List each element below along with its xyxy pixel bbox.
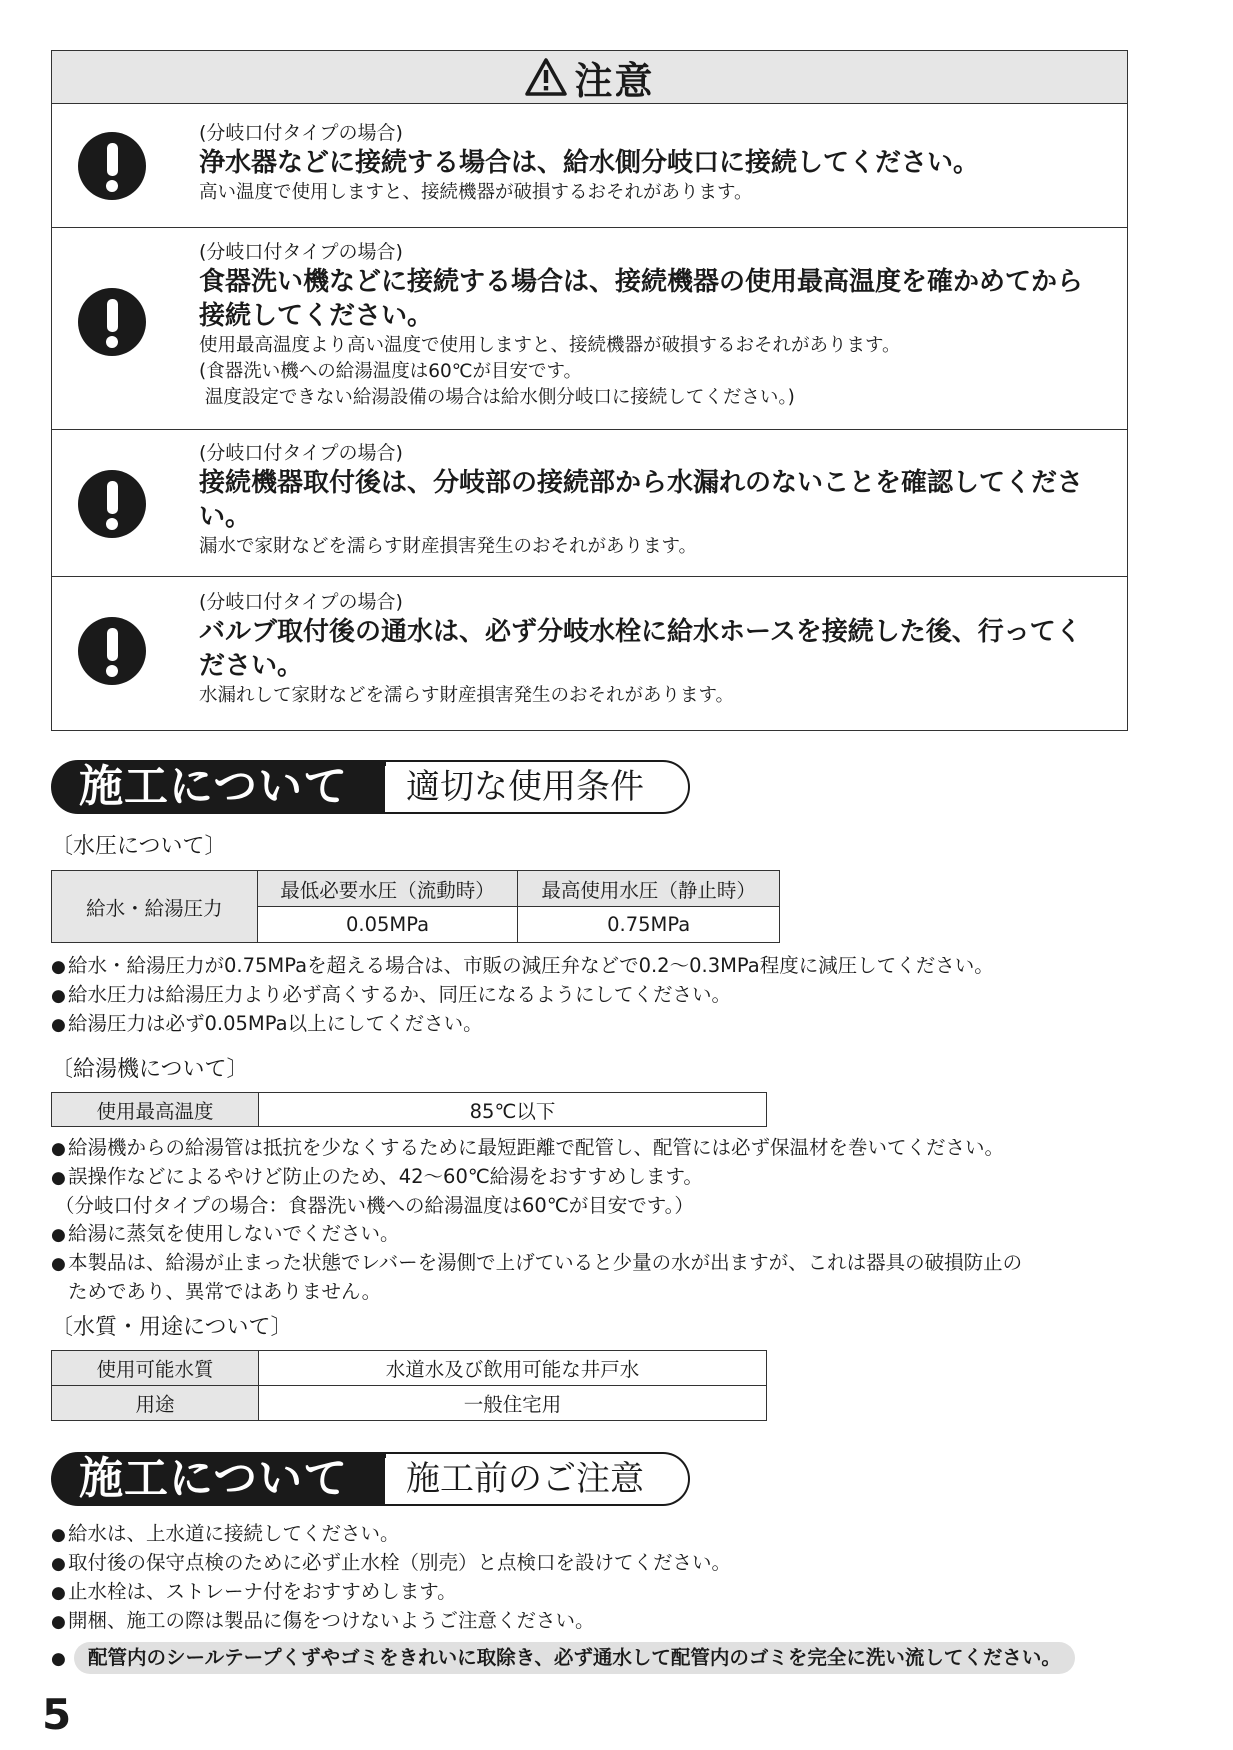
caution-main-text: 浄水器などに接続する場合は、給水側分岐口に接続してください。	[199, 148, 980, 178]
list-item: （分岐口付タイプの場合：食器洗い機への給湯温度は60℃が目安です。）	[55, 1194, 694, 1217]
list-item: ● 開梱、施工の際は製品に傷をつけないようご注意ください。	[51, 1609, 595, 1632]
table-header: 最高使用水圧（静止時）	[518, 871, 780, 907]
list-item: ● 誤操作などによるやけど防止のため、42〜60℃給湯をおすすめします。	[51, 1165, 703, 1188]
caution-main-text: バルブ取付後の通水は、必ず分岐水栓に給水ホースを接続した後、行ってください。	[199, 617, 1082, 681]
heater-table	[51, 1092, 767, 1127]
table-cell: 85℃以下	[259, 1093, 767, 1127]
caution-box	[51, 50, 1128, 731]
caution-note: 温度設定できない給湯設備の場合は給水側分岐口に接続してください。)	[199, 387, 795, 408]
warning-triangle-icon	[524, 57, 568, 97]
table-row-label: 給水・給湯圧力	[52, 871, 258, 943]
table-header: 最低必要水圧（流動時）	[257, 871, 518, 907]
quality-table	[51, 1350, 767, 1421]
caution-main-text: 食器洗い機などに接続する場合は、接続機器の使用最高温度を確かめてから接続してください。	[199, 267, 1084, 331]
caution-main-text: 接続機器取付後は、分岐部の接続部から水漏れのないことを確認してください。	[199, 468, 1084, 532]
heater-notes	[51, 1134, 1191, 1306]
water-pressure-heading: 〔水圧について〕	[51, 834, 227, 859]
section-subtitle: 適切な使用条件	[386, 760, 690, 814]
caution-type: (分岐口付タイプの場合)	[199, 442, 403, 464]
table-cell: 0.05MPa	[257, 907, 518, 943]
list-item: ● 本製品は、給湯が止まった状態でレバーを湯側で上げていると少量の水が出ますが、これは器具の破損防止の	[51, 1251, 1023, 1274]
water-pressure-notes	[51, 952, 1191, 1039]
section-subtitle: 施工前のご注意	[386, 1452, 690, 1506]
caution-item	[52, 430, 1127, 577]
precaution-notes	[51, 1520, 1191, 1674]
highlight-note: 配管内のシールテープくずやゴミをきれいに取除き、必ず通水して配管内のゴミを完全に洗い流してください。	[74, 1642, 1075, 1674]
table-cell: 水道水及び飲用可能な井戸水	[259, 1351, 767, 1386]
list-item: ● 取付後の保守点検のために必ず止水栓（別売）と点検口を設けてください。	[51, 1551, 732, 1574]
list-item: ● 給湯に蒸気を使用しないでください。	[51, 1222, 400, 1245]
caution-title: 注意	[574, 58, 655, 103]
caution-header	[52, 51, 1127, 104]
caution-type: (分岐口付タイプの場合)	[199, 241, 403, 263]
caution-note: 漏水で家財などを濡らす財産損害発生のおそれがあります。	[199, 536, 698, 557]
list-item: ● 給湯機からの給湯管は抵抗を少なくするために最短距離で配管し、配管には必ず保温材を巻いてください。	[51, 1136, 1005, 1159]
table-row-label: 用途	[52, 1386, 259, 1421]
water-pressure-table	[51, 870, 780, 943]
caution-item	[52, 104, 1127, 228]
caution-type: (分岐口付タイプの場合)	[199, 122, 403, 144]
caution-item	[52, 577, 1127, 730]
list-item: ためであり、異常ではありません。	[68, 1280, 382, 1303]
caution-note: 水漏れして家財などを濡らす財産損害発生のおそれがあります。	[199, 685, 735, 706]
quality-heading: 〔水質・用途について〕	[51, 1315, 293, 1340]
list-item: ● 給水圧力は給湯圧力より必ず高くするか、同圧になるようにしてください。	[51, 983, 732, 1006]
list-item-highlight: ● 配管内のシールテープくずやゴミをきれいに取除き、必ず通水して配管内のゴミを完全に洗い流してください。	[51, 1642, 1191, 1674]
table-row-label: 使用可能水質	[52, 1351, 259, 1386]
table-cell: 0.75MPa	[518, 907, 780, 943]
exclamation-icon	[78, 617, 146, 685]
caution-note: 高い温度で使用しますと、接続機器が破損するおそれがあります。	[199, 182, 753, 203]
caution-type: (分岐口付タイプの場合)	[199, 591, 403, 613]
table-row-label: 使用最高温度	[52, 1093, 259, 1127]
list-item: ● 止水栓は、ストレーナ付をおすすめします。	[51, 1580, 457, 1603]
list-item: ● 給湯圧力は必ず0.05MPa以上にしてください。	[51, 1012, 483, 1035]
list-item: ● 給水は、上水道に接続してください。	[51, 1522, 400, 1545]
heater-heading: 〔給湯機について〕	[51, 1057, 249, 1082]
exclamation-icon	[78, 288, 146, 356]
caution-note: 使用最高温度より高い温度で使用しますと、接続機器が破損するおそれがあります。	[199, 335, 901, 356]
page-number: 5	[42, 1690, 72, 1739]
section-label: 施工について	[51, 1452, 386, 1506]
exclamation-icon	[78, 132, 146, 200]
table-cell: 一般住宅用	[259, 1386, 767, 1421]
caution-note: (食器洗い機への給湯温度は60℃が目安です。	[199, 361, 583, 382]
section-label: 施工について	[51, 760, 386, 814]
list-item: ● 給水・給湯圧力が0.75MPaを超える場合は、市販の減圧弁などで0.2〜0.3MPa程度に減圧してください。	[51, 954, 994, 977]
caution-item	[52, 228, 1127, 430]
exclamation-icon	[78, 470, 146, 538]
